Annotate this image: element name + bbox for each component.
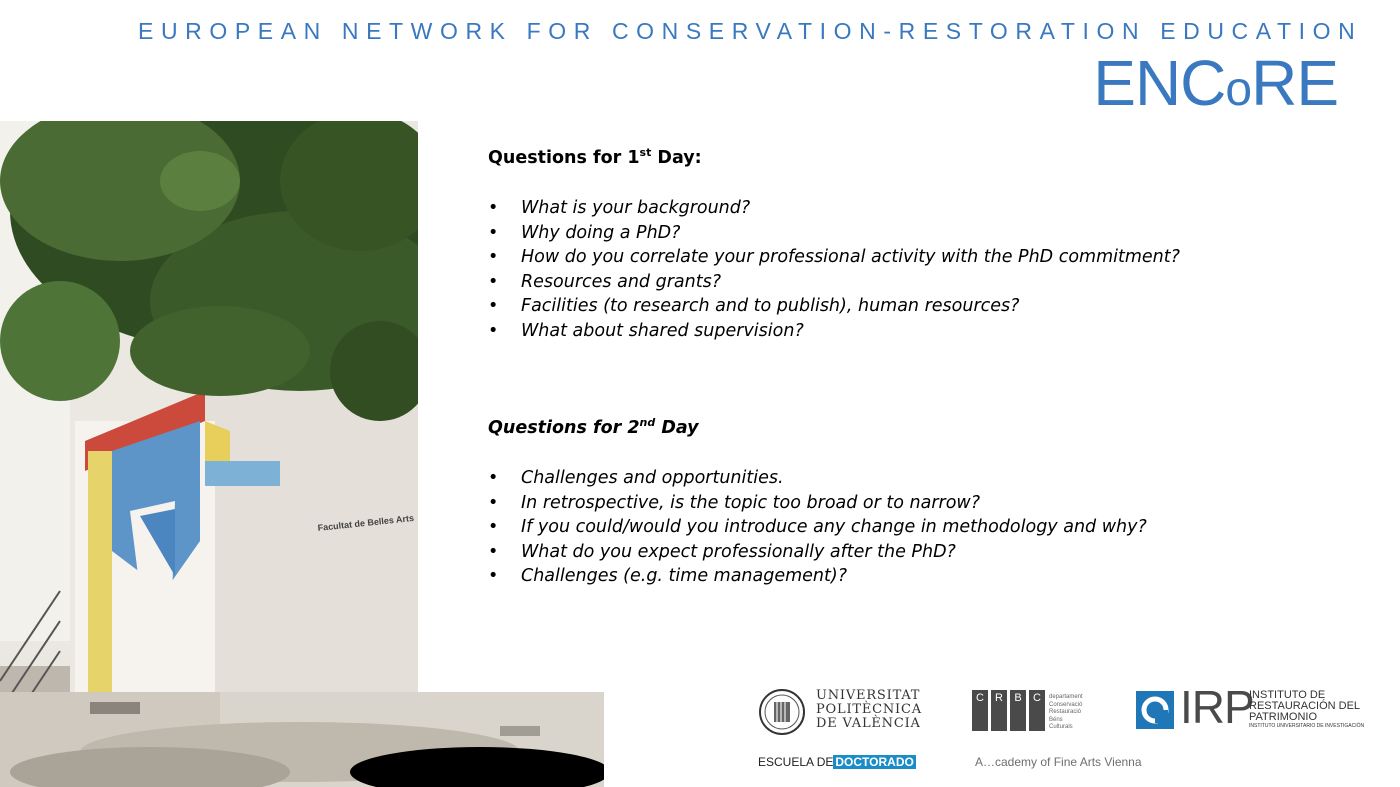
list-item: • Challenges (e.g. time management)?	[488, 564, 1368, 589]
brand-part-3: RE	[1251, 47, 1338, 119]
list-item: • What do you expect professionally after the PhD?	[488, 540, 1368, 565]
bullet: •	[488, 296, 499, 316]
irp-subtitle: INSTITUTO UNIVERSITARIO DE INVESTIGACIÓN	[1249, 723, 1365, 729]
brand-part-2: o	[1225, 63, 1252, 116]
bullet: •	[488, 468, 499, 488]
network-title: EUROPEAN NETWORK FOR CONSERVATION-RESTORATION EDUCATION	[138, 18, 1363, 44]
crbc-letter: B	[1010, 690, 1026, 731]
faculty-building-photo	[0, 121, 418, 787]
bullet: •	[488, 247, 499, 267]
irp-institute-name: INSTITUTO DE RESTAURACIÓN DEL PATRIMONIO	[1249, 689, 1361, 723]
list-item: • What about shared supervision?	[488, 319, 1368, 344]
bullet: •	[488, 320, 499, 341]
upv-logo	[758, 688, 922, 736]
day1-question-list	[488, 196, 1368, 343]
list-item: • How do you correlate your professional activity with the PhD commitment?	[488, 245, 1368, 270]
crbc-letter: C	[972, 690, 988, 731]
crbc-letter: C	[1029, 690, 1045, 731]
list-item: • Why doing a PhD?	[488, 221, 1368, 246]
bullet: •	[488, 492, 499, 513]
irp-mark-icon	[1136, 691, 1174, 729]
bullet: •	[488, 566, 499, 586]
bullet: •	[488, 271, 499, 292]
encore-logo	[1093, 48, 1338, 125]
irp-logo	[1136, 681, 1376, 734]
list-item: • Resources and grants?	[488, 270, 1368, 295]
irp-letters: IRP	[1180, 681, 1254, 733]
list-item: • What is your background?	[488, 196, 1368, 221]
crbc-logo	[972, 690, 1102, 734]
crbc-department-text: departament Conservació Restauració Béns Culturals	[1049, 694, 1083, 730]
faculty-sign: Facultat de Belles Arts	[317, 512, 415, 533]
list-item: • Challenges and opportunities.	[488, 466, 1368, 491]
brand-part-1: ENC	[1093, 47, 1226, 119]
photo-pavement-extension	[0, 692, 604, 787]
list-item: • If you could/would you introduce any change in methodology and why?	[488, 515, 1368, 540]
bullet: •	[488, 517, 499, 537]
escuela-doctorado-logo: ESCUELA DE DOCTORADO	[758, 755, 914, 769]
bullet: •	[488, 198, 499, 218]
upv-seal-icon	[758, 688, 808, 736]
academy-vienna-text: A…cademy of Fine Arts Vienna	[975, 755, 1142, 769]
list-item: • Facilities (to research and to publish), human resources?	[488, 294, 1368, 319]
day2-heading: Questions for 2nd Day	[488, 416, 699, 438]
day2-question-list	[488, 466, 1368, 589]
upv-name: UNIVERSITAT POLITÈCNICA DE VALÈNCIA	[816, 688, 922, 731]
list-item: • In retrospective, is the topic too broad or to narrow?	[488, 491, 1368, 516]
crbc-letter: R	[991, 690, 1007, 731]
slide-content	[488, 146, 1368, 589]
bullet: •	[488, 222, 499, 243]
bullet: •	[488, 541, 499, 562]
day1-heading: Questions for 1st Day:	[488, 146, 702, 168]
